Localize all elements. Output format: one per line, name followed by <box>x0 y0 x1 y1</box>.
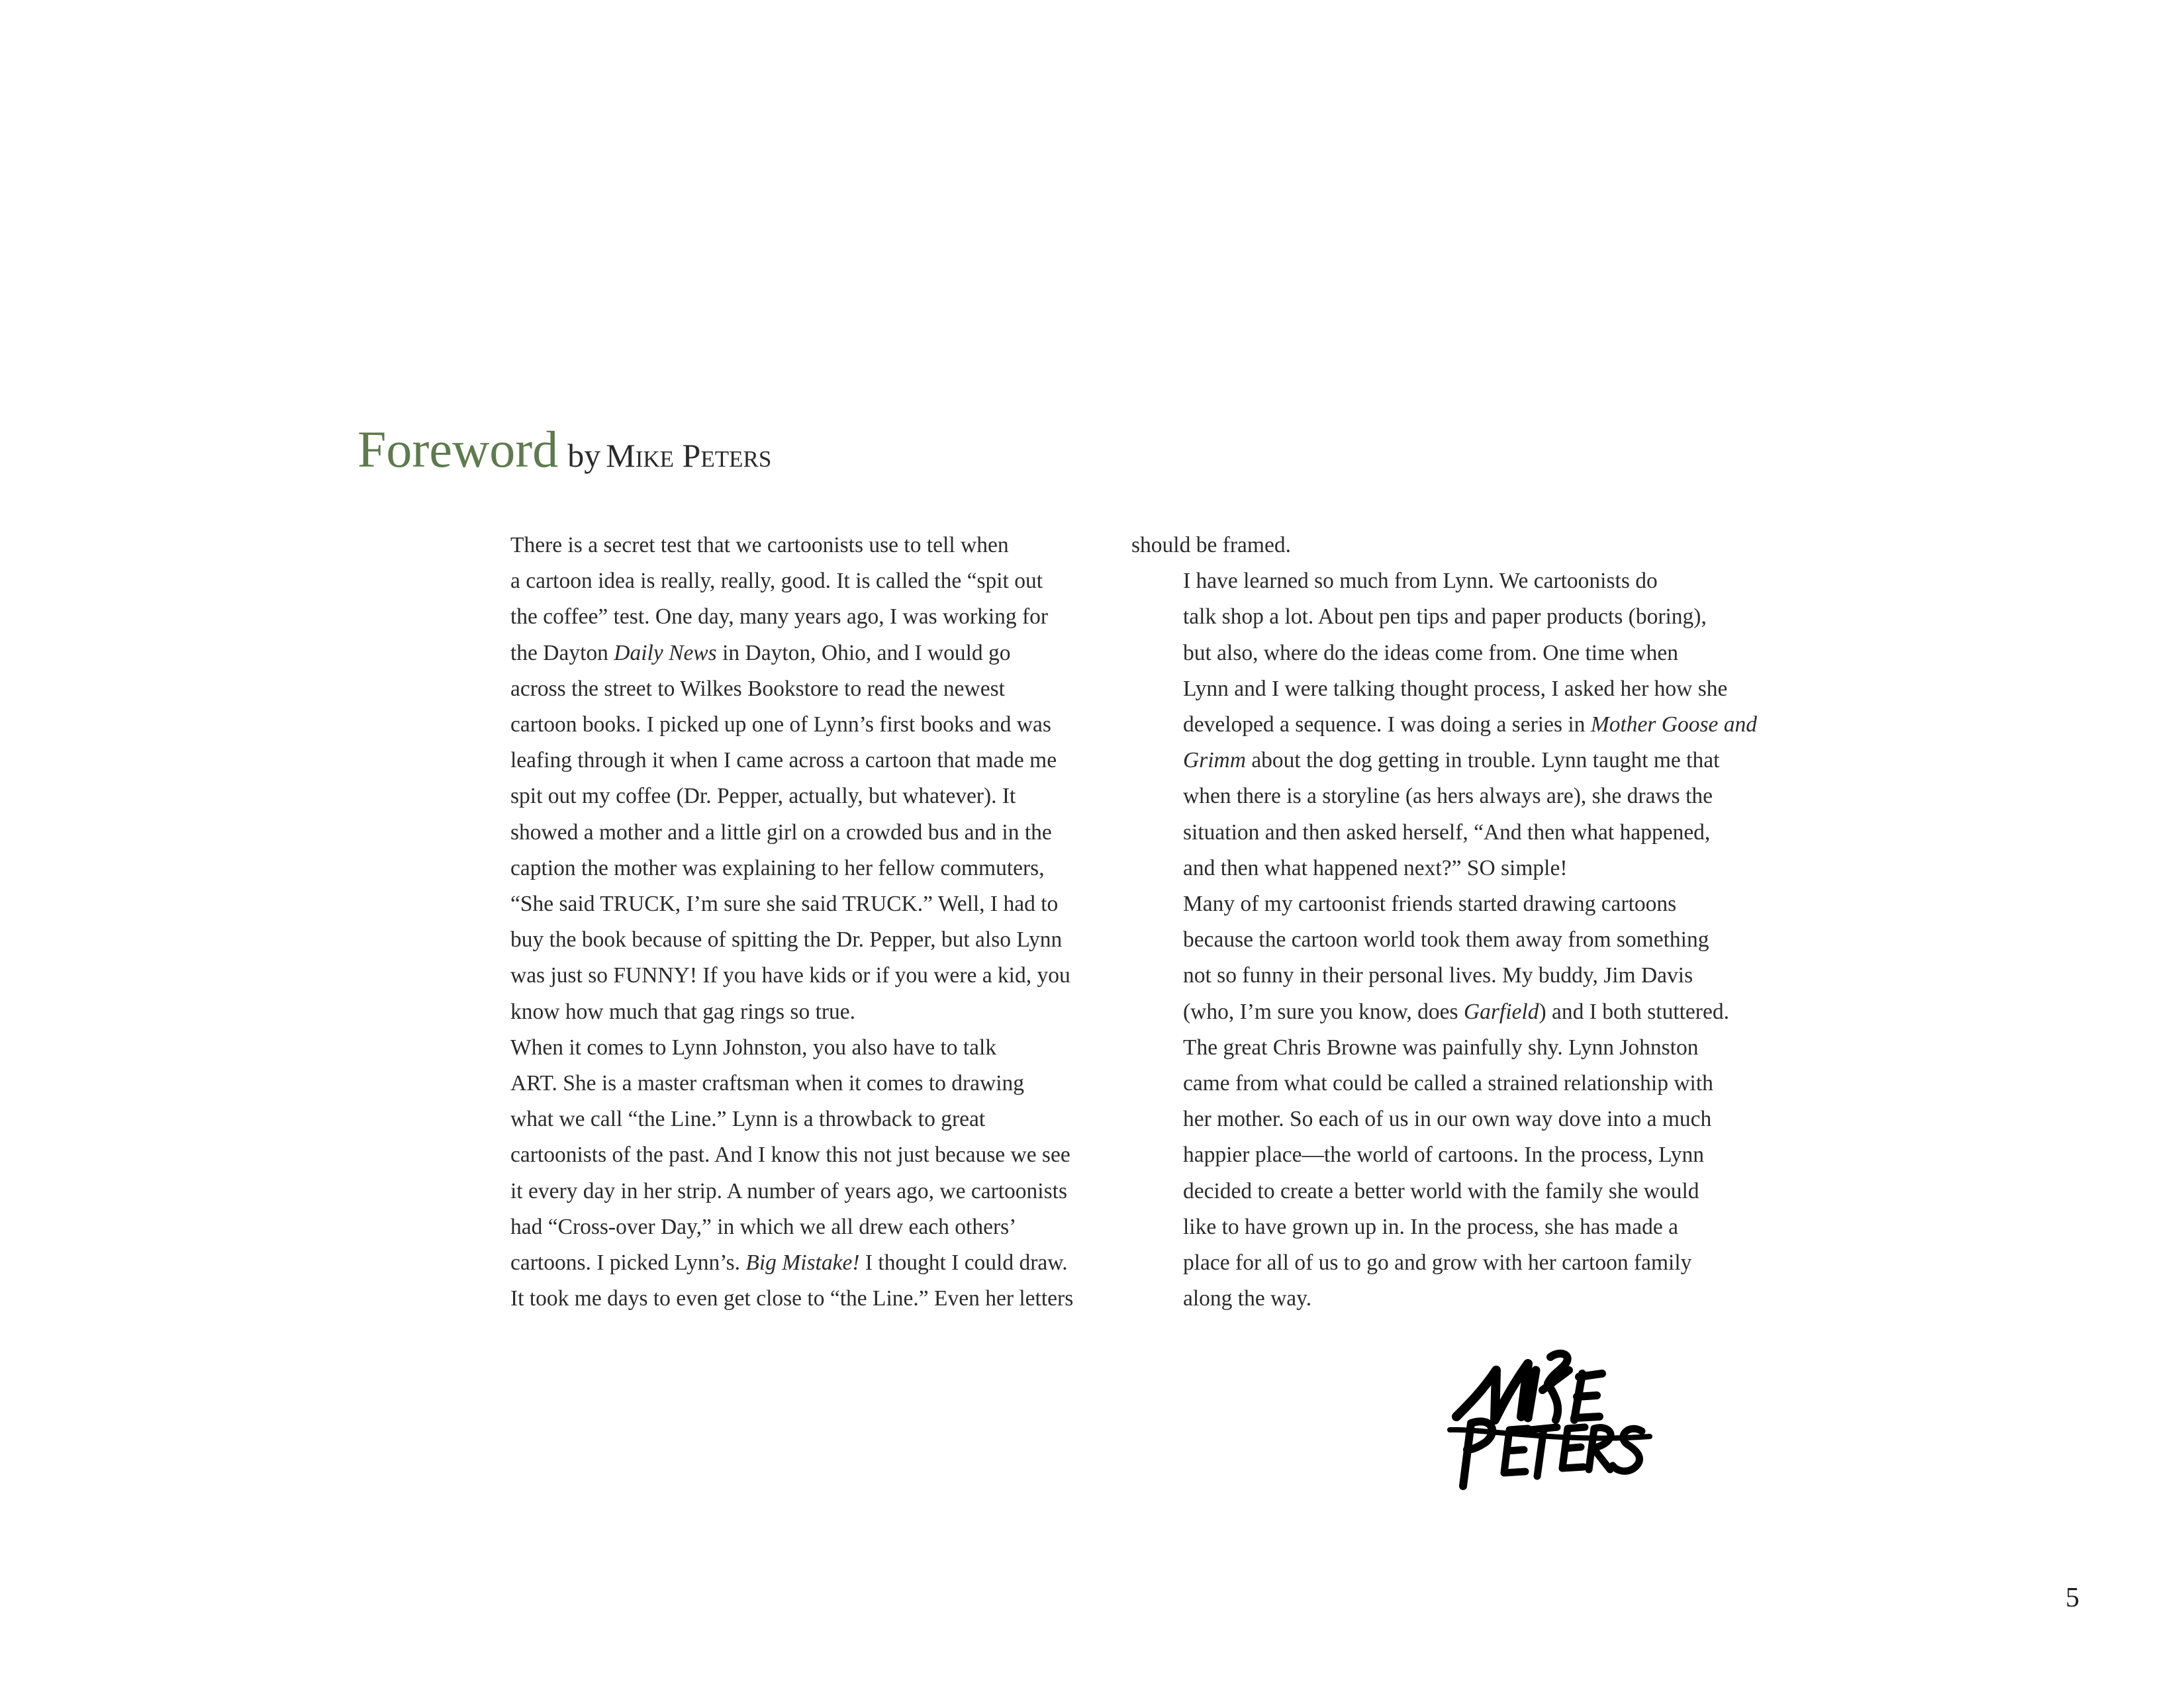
title-foreword: Foreword <box>357 420 559 478</box>
text-line: across the street to Wilkes Bookstore to read the newest <box>510 676 1005 701</box>
paragraph <box>459 528 1081 1030</box>
title-by: by <box>567 437 601 474</box>
paragraph <box>1131 528 1767 563</box>
text-line: place for all of us to go and grow with her cartoon family <box>1183 1250 1692 1276</box>
text-line: Grimm about the dog getting in trouble. Lynn taught me that <box>1183 748 1720 773</box>
text-line: talk shop a lot. About pen tips and paper products (boring), <box>1183 604 1707 630</box>
text-line: came from what could be called a strained relationship with <box>1183 1071 1713 1096</box>
text-line: developed a sequence. I was doing a series in Mother Goose and <box>1183 712 1758 737</box>
text-line: There is a secret test that we cartoonists use to tell when <box>510 533 1009 557</box>
text-line: happier place—the world of cartoons. In the process, Lynn <box>1183 1143 1705 1168</box>
text-line: showed a mother and a little girl on a crowded bus and in the <box>510 820 1052 845</box>
text-line: her mother. So each of us in our own way dove into a much <box>1183 1107 1712 1132</box>
text-line: Lynn and I were talking thought process, I asked her how she <box>1183 676 1728 701</box>
text-line: cartoon books. I picked up one of Lynn’s first books and was <box>510 712 1051 737</box>
text-line: caption the mother was explaining to her fellow commuters, <box>510 855 1045 880</box>
text-line: a cartoon idea is really, really, good. It is called the “spit out <box>510 569 1043 594</box>
text-line: what we call “the Line.” Lynn is a throwback to great <box>510 1107 986 1132</box>
paragraph <box>1131 563 1767 886</box>
right-column <box>1131 528 1767 1317</box>
page-title <box>357 420 772 478</box>
text-line: had “Cross-over Day,” in which we all drew each others’ <box>510 1214 1017 1239</box>
text-line: because the cartoon world took them away from something <box>1183 927 1709 953</box>
text-line: buy the book because of spitting the Dr. Pepper, but also Lynn <box>510 927 1063 953</box>
text-line: it every day in her strip. A number of years ago, we cartoonists <box>510 1178 1068 1203</box>
text-line: situation and then asked herself, “And then what happened, <box>1183 820 1711 845</box>
text-line: ART. She is a master craftsman when it comes to drawing <box>510 1071 1025 1096</box>
text-line: leafing through it when I came across a cartoon that made me <box>510 748 1057 773</box>
text-line: The great Chris Browne was painfully shy. Lynn Johnston <box>1183 1035 1699 1060</box>
text-line: the Dayton Daily News in Dayton, Ohio, and I would go <box>510 640 1011 665</box>
signature <box>1443 1344 1655 1496</box>
left-column <box>459 528 1081 1317</box>
text-line: spit out my coffee (Dr. Pepper, actually, but whatever). It <box>510 784 1016 809</box>
text-line: “She said TRUCK, I’m sure she said TRUCK.” Well, I had to <box>510 892 1059 917</box>
text-line: It took me days to even get close to “the Line.” Even her letters <box>510 1286 1074 1311</box>
text-line: (who, I’m sure you know, does Garfield) and I both stuttered. <box>1183 999 1729 1024</box>
text-line: the coffee” test. One day, many years ago, I was working for <box>510 604 1049 630</box>
text-line: Many of my cartoonist friends started drawing cartoons <box>1183 892 1677 917</box>
paragraph <box>1131 886 1767 1317</box>
text-line: should be framed. <box>1131 533 1291 557</box>
text-line: when there is a storyline (as hers always are), she draws the <box>1183 784 1713 809</box>
text-line: cartoons. I picked Lynn’s. Big Mistake! I thought I could draw. <box>510 1250 1068 1276</box>
text-line: know how much that gag rings so true. <box>510 999 856 1024</box>
text-line: decided to create a better world with the family she would <box>1183 1178 1699 1203</box>
title-author: Mike Peters <box>606 437 772 474</box>
text-line: I have learned so much from Lynn. We cartoonists do <box>1183 569 1658 594</box>
text-line: When it comes to Lynn Johnston, you also have to talk <box>510 1035 997 1060</box>
text-line: cartoonists of the past. And I know this not just because we see <box>510 1143 1070 1168</box>
text-line: was just so FUNNY! If you have kids or if you were a kid, you <box>510 963 1070 988</box>
paragraph <box>459 1030 1081 1317</box>
text-line: like to have grown up in. In the process, she has made a <box>1183 1214 1678 1239</box>
text-line: along the way. <box>1183 1286 1312 1311</box>
text-line: but also, where do the ideas come from. One time when <box>1183 640 1678 665</box>
text-line: and then what happened next?” SO simple! <box>1183 855 1568 880</box>
text-line: not so funny in their personal lives. My buddy, Jim Davis <box>1183 963 1693 988</box>
page-number: 5 <box>2065 1583 2079 1613</box>
